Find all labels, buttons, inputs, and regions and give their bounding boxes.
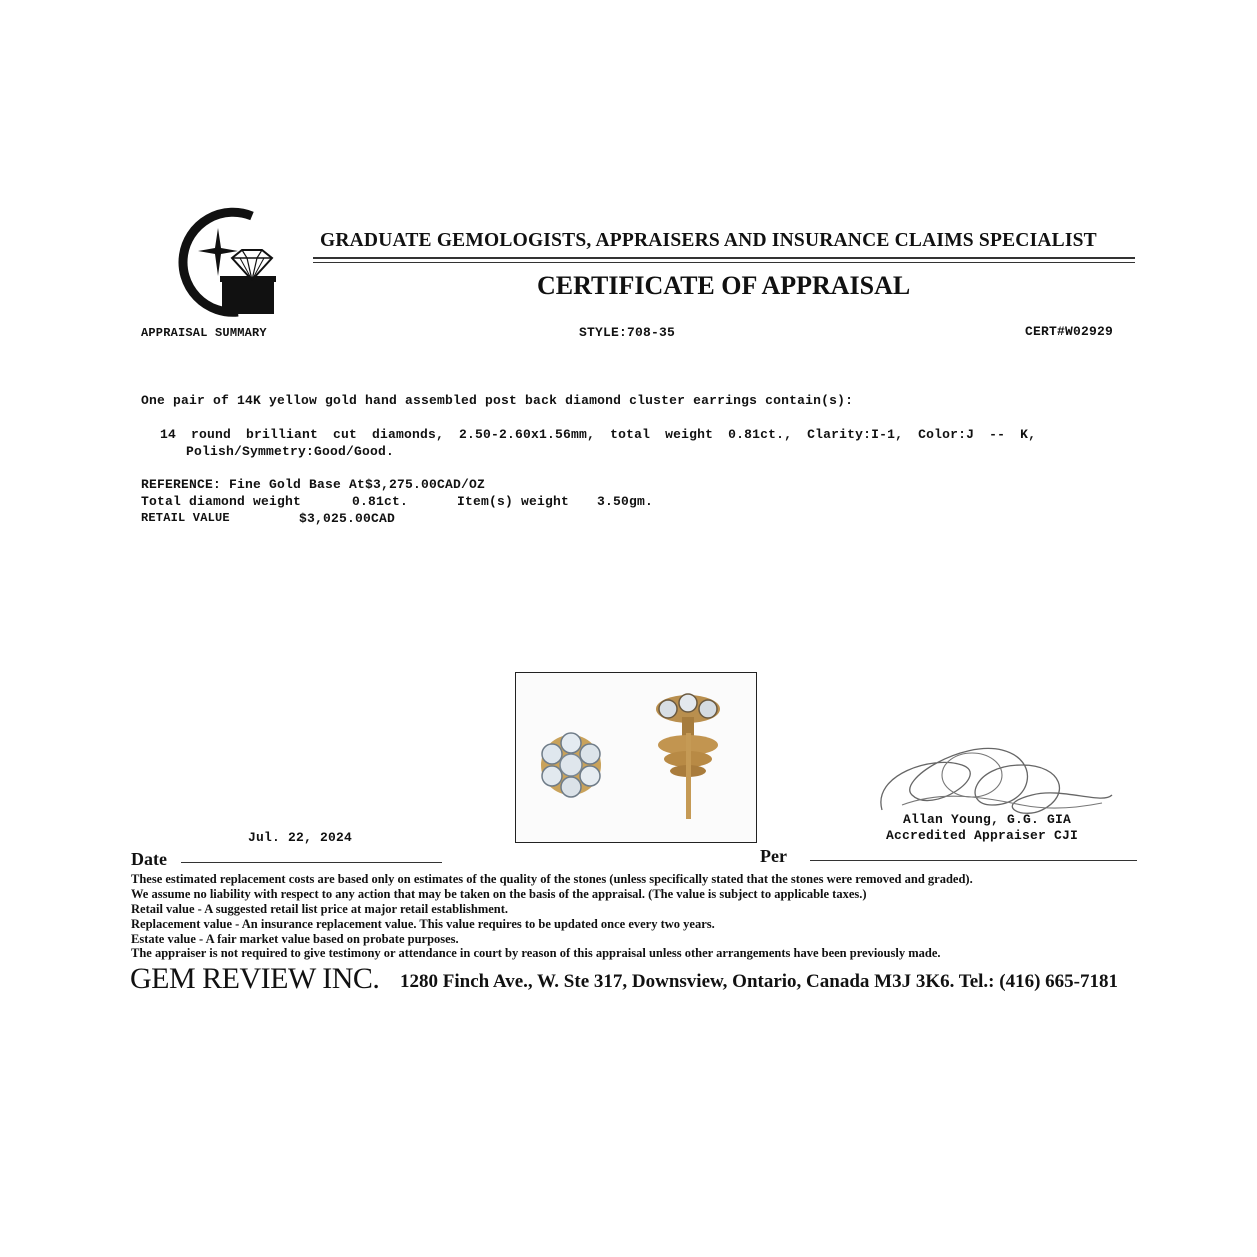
appraisal-summary-label: APPRAISAL SUMMARY (141, 326, 267, 340)
certificate-title: CERTIFICATE OF APPRAISAL (537, 271, 911, 300)
item-weight-label: Item(s) weight (457, 494, 570, 509)
header-tagline: GRADUATE GEMOLOGISTS, APPRAISERS AND INSURANCE CLAIMS SPECIALIST (320, 230, 1097, 251)
earring-front-image (541, 733, 601, 797)
disclaimer-line-1: These estimated replacement costs are based only on estimates of the quality of the stones (unless specifically stated that the stones were removed and graded). (131, 872, 973, 886)
item-description: One pair of 14K yellow gold hand assembled post back diamond cluster earrings contain(s): (141, 393, 854, 408)
disclaimer-line-5: Estate value - A fair market value based on probate purposes. (131, 932, 459, 946)
disclaimer-line-6: The appraiser is not required to give testimony or attendance in court by reason of this appraisal unless other arrangements have been previously made. (131, 946, 941, 960)
appraiser-name: Allan Young, G.G. GIA (903, 812, 1072, 827)
per-line (810, 860, 1137, 861)
disclaimer-line-4: Replacement value - An insurance replacement value. This value requires to be updated once every two years. (131, 917, 715, 931)
gem-logo-icon (160, 200, 285, 320)
stones-detail-line-1: 14 round brilliant cut diamonds, 2.50-2.60x1.56mm, total weight 0.81ct., Clarity:I-1, Color:J -- K, (160, 427, 1037, 442)
date-line (181, 862, 442, 863)
earring-photo (515, 672, 757, 843)
company-logo (160, 200, 285, 320)
per-label: Per (760, 846, 787, 866)
company-name: GEM REVIEW INC. (130, 962, 380, 995)
retail-value-label: RETAIL VALUE (141, 511, 230, 525)
header-rule-top (313, 257, 1135, 259)
total-diamond-weight-value: 0.81ct. (352, 494, 409, 509)
stones-detail-line-2: Polish/Symmetry:Good/Good. (186, 444, 395, 459)
appraisal-date: Jul. 22, 2024 (248, 830, 353, 845)
appraiser-signature (872, 735, 1122, 820)
item-weight-value: 3.50gm. (597, 494, 654, 509)
cert-number: CERT#W02929 (1025, 324, 1114, 339)
disclaimer-line-2: We assume no liability with respect to any action that may be taken on the basis of the appraisal. (The value is subject to applicable taxes.) (131, 887, 867, 901)
earring-side-image (656, 694, 720, 819)
appraiser-title: Accredited Appraiser CJI (886, 828, 1079, 843)
style-number: STYLE:708-35 (579, 325, 676, 340)
company-address: 1280 Finch Ave., W. Ste 317, Downsview, Ontario, Canada M3J 3K6. Tel.: (416) 665-7181 (400, 971, 1118, 992)
header-rule-bottom (313, 262, 1135, 263)
retail-value-amount: $3,025.00CAD (299, 511, 396, 526)
disclaimer-line-3: Retail value - A suggested retail list price at major retail establishment. (131, 902, 509, 916)
total-diamond-weight-label: Total diamond weight (141, 494, 302, 509)
date-label: Date (131, 849, 167, 869)
gold-reference: REFERENCE: Fine Gold Base At$3,275.00CAD/OZ (141, 477, 486, 492)
